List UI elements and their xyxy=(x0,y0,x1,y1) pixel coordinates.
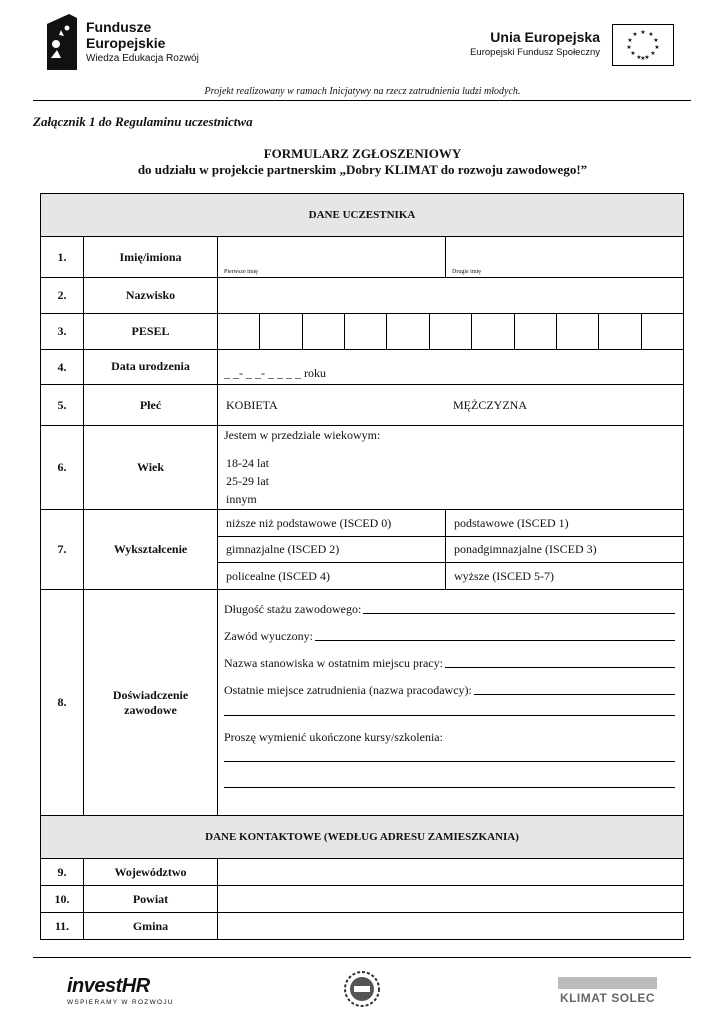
row-number: 1. xyxy=(41,237,84,278)
pesel-digit-box[interactable] xyxy=(218,314,260,349)
svg-text:★: ★ xyxy=(648,31,654,38)
klimat-solec-logo xyxy=(558,977,657,1005)
svg-text:★: ★ xyxy=(636,54,642,61)
unia-europejska-text xyxy=(470,28,600,60)
row-label: Gmina xyxy=(84,913,218,940)
row-label: Nazwisko xyxy=(84,278,218,314)
education-option-isced2[interactable] xyxy=(218,537,446,562)
project-note: Projekt realizowany w ramach Inicjatywy na rzecz zatrudnienia ludzi młodych. xyxy=(204,86,521,97)
field-label: Zawód wyuczony: xyxy=(224,629,313,643)
pesel-digit-box[interactable] xyxy=(557,314,599,349)
row-label: Płeć xyxy=(84,385,218,426)
row-number: 8. xyxy=(41,590,84,816)
courses-line-2[interactable] xyxy=(224,786,675,788)
row-label: Powiat xyxy=(84,886,218,913)
county-field[interactable] xyxy=(218,886,684,913)
pesel-digit-box[interactable] xyxy=(387,314,429,349)
birthdate-template: _ _- _ _- _ _ _ _ roku xyxy=(224,366,326,380)
footer-divider xyxy=(33,957,691,958)
form-row-education xyxy=(41,510,684,590)
education-option-isced4[interactable] xyxy=(218,563,446,589)
option-label: 18-24 lat xyxy=(226,456,269,470)
row-label xyxy=(84,590,218,816)
last-position-field[interactable] xyxy=(224,656,675,671)
gender-option-female[interactable] xyxy=(224,398,451,413)
investhr-logo xyxy=(67,975,174,1006)
section-header-participant xyxy=(41,194,684,237)
first-name-field[interactable] xyxy=(218,237,446,277)
option-label: 25-29 lat xyxy=(226,474,269,488)
option-label: niższe niż podstawowe (ISCED 0) xyxy=(226,516,392,530)
trained-profession-field[interactable] xyxy=(224,629,675,644)
fe-line-3: Wiedza Edukacja Rozwój xyxy=(86,53,199,64)
svg-text:★: ★ xyxy=(640,55,646,62)
last-employer-field[interactable] xyxy=(224,683,675,698)
form-row-county xyxy=(41,886,684,913)
option-label: MĘŻCZYZNA xyxy=(453,397,527,412)
row-number: 9. xyxy=(41,859,84,886)
row-label: Wykształcenie xyxy=(84,510,218,590)
form-row-age xyxy=(41,426,684,510)
option-label: KOBIETA xyxy=(226,397,278,412)
label-line-1: Doświadczenie xyxy=(112,687,189,702)
ue-line-1: Unia Europejska xyxy=(490,29,600,45)
header-divider xyxy=(33,100,691,101)
row-number: 11. xyxy=(41,913,84,940)
row-label: Wiek xyxy=(84,426,218,510)
pesel-digit-box[interactable] xyxy=(599,314,641,349)
option-label: ponadgimnazjalne (ISCED 3) xyxy=(454,541,597,556)
field-label: Długość stażu zawodowego: xyxy=(224,602,362,616)
svg-text:★: ★ xyxy=(632,31,638,38)
age-option-25-29[interactable] xyxy=(224,473,683,491)
eu-flag-icon xyxy=(612,24,674,66)
fe-line-1: Fundusze xyxy=(86,19,152,35)
birthdate-field[interactable] xyxy=(218,350,684,385)
first-name-hint: Pierwsze imię xyxy=(224,269,258,275)
row-number: 2. xyxy=(41,278,84,314)
svg-text:★: ★ xyxy=(650,50,656,57)
gender-option-male[interactable] xyxy=(451,398,527,413)
form-title-line-1: FORMULARZ ZGŁOSZENIOWY xyxy=(263,146,462,161)
row-number: 6. xyxy=(41,426,84,510)
klimat-logo-text: KLIMAT SOLEC xyxy=(559,991,656,1005)
pesel-digit-box[interactable] xyxy=(515,314,557,349)
form-row-birthdate xyxy=(41,350,684,385)
row-label: Województwo xyxy=(84,859,218,886)
pesel-digit-box[interactable] xyxy=(303,314,345,349)
voivodeship-field[interactable] xyxy=(218,859,684,886)
row-number: 3. xyxy=(41,314,84,350)
section-title: DANE KONTAKTOWE (WEDŁUG ADRESU ZAMIESZKANIA) xyxy=(41,816,684,859)
svg-text:★: ★ xyxy=(630,50,636,57)
svg-text:★: ★ xyxy=(644,54,650,61)
section-title: DANE UCZESTNIKA xyxy=(41,194,684,237)
label-line-2: zawodowe xyxy=(124,702,177,717)
form-row-commune xyxy=(41,913,684,940)
form-row-experience xyxy=(41,590,684,816)
klimat-logo-bar xyxy=(558,977,657,989)
investhr-tagline: WSPIERAMY W ROZWOJU xyxy=(67,999,174,1006)
form-row-names xyxy=(41,237,684,278)
fundusze-europejskie-logo xyxy=(47,14,77,70)
row-number: 4. xyxy=(41,350,84,385)
option-label: innym xyxy=(226,492,257,506)
row-label: PESEL xyxy=(84,314,218,350)
last-employer-continuation-line[interactable] xyxy=(224,714,675,716)
svg-text:★: ★ xyxy=(626,44,632,51)
row-label: Data urodzenia xyxy=(84,350,218,385)
svg-text:★: ★ xyxy=(654,44,660,51)
svg-text:★: ★ xyxy=(653,37,659,44)
registration-form-table xyxy=(40,193,684,940)
pesel-field[interactable] xyxy=(218,314,684,350)
option-label: gimnazjalne (ISCED 2) xyxy=(226,542,340,556)
pesel-digit-box[interactable] xyxy=(472,314,514,349)
row-number: 7. xyxy=(41,510,84,590)
pesel-digit-box[interactable] xyxy=(642,314,683,349)
education-option-isced0[interactable] xyxy=(218,510,446,536)
option-label: wyższe (ISCED 5-7) xyxy=(454,568,554,583)
pesel-digit-box[interactable] xyxy=(345,314,387,349)
simp-emblem-icon xyxy=(344,971,380,1007)
row-label: Imię/imiona xyxy=(84,237,218,278)
form-row-pesel xyxy=(41,314,684,350)
fundusze-europejskie-text xyxy=(86,19,199,67)
education-option-isced3[interactable] xyxy=(446,537,597,563)
row-number: 5. xyxy=(41,385,84,426)
second-name-field[interactable] xyxy=(446,237,683,277)
second-name-hint: Drugie imię xyxy=(452,269,481,275)
fe-line-2: Europejskie xyxy=(86,35,166,51)
age-option-18-24[interactable] xyxy=(224,455,683,473)
pesel-digit-box[interactable] xyxy=(430,314,472,349)
form-row-gender xyxy=(41,385,684,426)
age-intro: Jestem w przedziale wiekowym: xyxy=(224,428,381,442)
form-title-line-2: do udziału w projekcie partnerskim „Dobry KLIMAT do rozwoju zawodowego!” xyxy=(137,162,588,177)
annex-title: Załącznik 1 do Regulaminu uczestnictwa xyxy=(33,114,253,129)
education-option-isced1[interactable] xyxy=(446,510,569,537)
svg-text:★: ★ xyxy=(640,29,646,36)
courses-line-1[interactable] xyxy=(224,760,675,762)
commune-field[interactable] xyxy=(218,913,684,940)
option-label: policealne (ISCED 4) xyxy=(226,569,330,583)
field-label: Ostatnie miejsce zatrudnienia (nazwa pracodawcy): xyxy=(224,683,472,697)
investhr-name: investHR xyxy=(67,975,150,997)
ue-line-2: Europejski Fundusz Społeczny xyxy=(470,47,600,58)
option-label: podstawowe (ISCED 1) xyxy=(454,515,569,530)
field-label: Nazwa stanowiska w ostatnim miejscu pracy: xyxy=(224,656,443,670)
form-row-voivodeship xyxy=(41,859,684,886)
svg-text:★: ★ xyxy=(627,37,633,44)
experience-length-field[interactable] xyxy=(224,602,675,617)
courses-prompt: Proszę wymienić ukończone kursy/szkolenia: xyxy=(224,730,443,744)
pesel-digit-box[interactable] xyxy=(260,314,302,349)
section-header-contact xyxy=(41,816,684,859)
education-option-isced5-7[interactable] xyxy=(446,563,554,590)
age-option-other[interactable] xyxy=(224,491,683,509)
form-title xyxy=(0,146,725,178)
row-number: 10. xyxy=(41,886,84,913)
form-row-surname xyxy=(41,278,684,314)
surname-field[interactable] xyxy=(218,278,684,314)
